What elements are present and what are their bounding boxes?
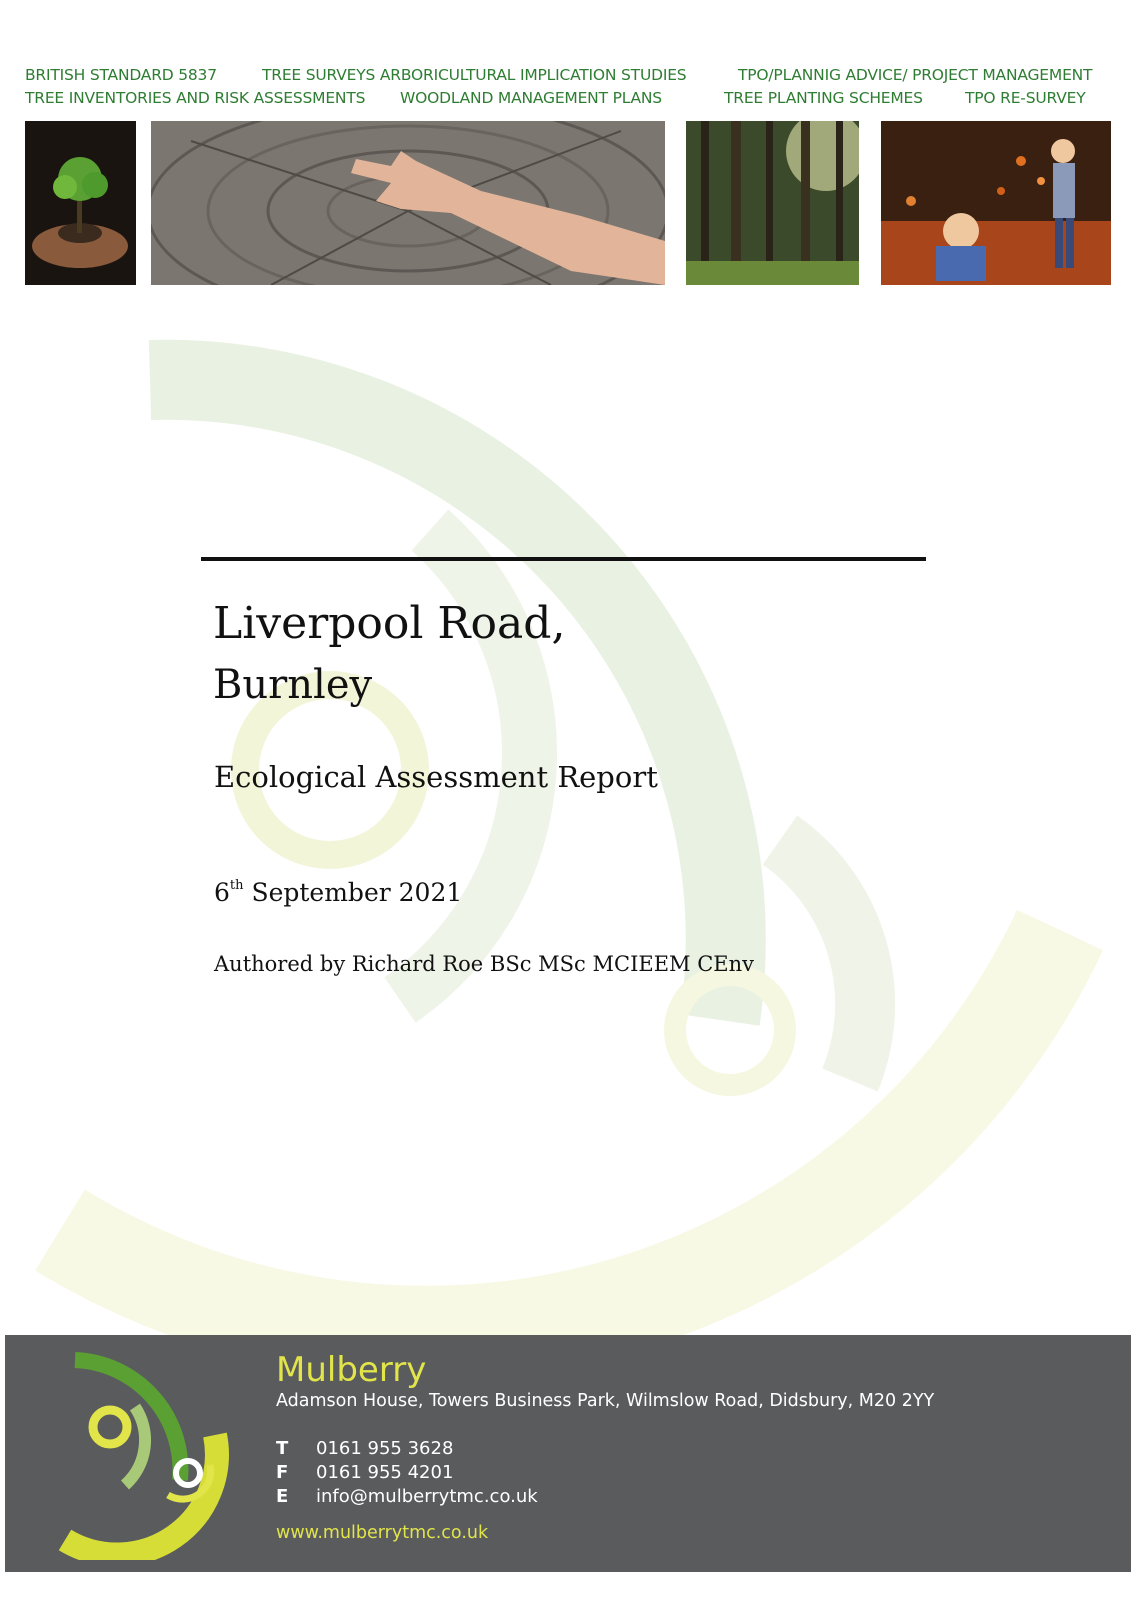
- footer-bar: [5, 1335, 1131, 1572]
- phone-line: [276, 1438, 453, 1459]
- brand-name: Mulberry: [276, 1350, 427, 1390]
- fax-number: 0161 955 4201: [316, 1462, 454, 1483]
- service-item: TREE PLANTING SCHEMES: [724, 89, 923, 107]
- service-item: WOODLAND MANAGEMENT PLANS: [400, 89, 662, 107]
- fax-line: [276, 1462, 453, 1483]
- company-address: Adamson House, Towers Business Park, Wilmslow Road, Didsbury, M20 2YY: [276, 1391, 935, 1411]
- report-title-line2: Burnley: [213, 662, 373, 708]
- forest-sunlight-photo: [686, 121, 859, 285]
- services-list: [0, 62, 1131, 112]
- website-link[interactable]: www.mulberrytmc.co.uk: [276, 1523, 489, 1543]
- service-item: TREE INVENTORIES AND RISK ASSESSMENTS: [25, 89, 366, 107]
- service-item: BRITISH STANDARD 5837: [25, 66, 217, 84]
- title-rule: [201, 557, 926, 561]
- seedling-hands-photo: [25, 121, 136, 285]
- service-item: TPO/PLANNIG ADVICE/ PROJECT MANAGEMENT: [738, 66, 1093, 84]
- email-link[interactable]: info@mulberrytmc.co.uk: [316, 1486, 538, 1507]
- service-item: TPO RE-SURVEY: [965, 89, 1086, 107]
- date-day: 6: [214, 878, 230, 907]
- date-rest: September 2021: [243, 878, 463, 907]
- service-item: TREE SURVEYS ARBORICULTURAL IMPLICATION STUDIES: [262, 66, 687, 84]
- email-line: [276, 1486, 538, 1507]
- fax-label: F: [276, 1462, 289, 1483]
- phone-number: 0161 955 3628: [316, 1438, 454, 1459]
- report-author: Authored by Richard Roe BSc MSc MCIEEM CEnv: [214, 952, 754, 976]
- phone-label: T: [276, 1438, 289, 1459]
- report-subtitle: Ecological Assessment Report: [214, 760, 658, 794]
- report-date: [214, 878, 462, 907]
- date-suffix: th: [229, 878, 244, 893]
- hand-on-tree-stump-photo: [151, 121, 665, 285]
- email-label: E: [276, 1486, 289, 1507]
- mulberry-logo-icon: [50, 1345, 270, 1560]
- report-title-line1: Liverpool Road,: [213, 598, 566, 649]
- children-autumn-leaves-photo: [881, 121, 1111, 285]
